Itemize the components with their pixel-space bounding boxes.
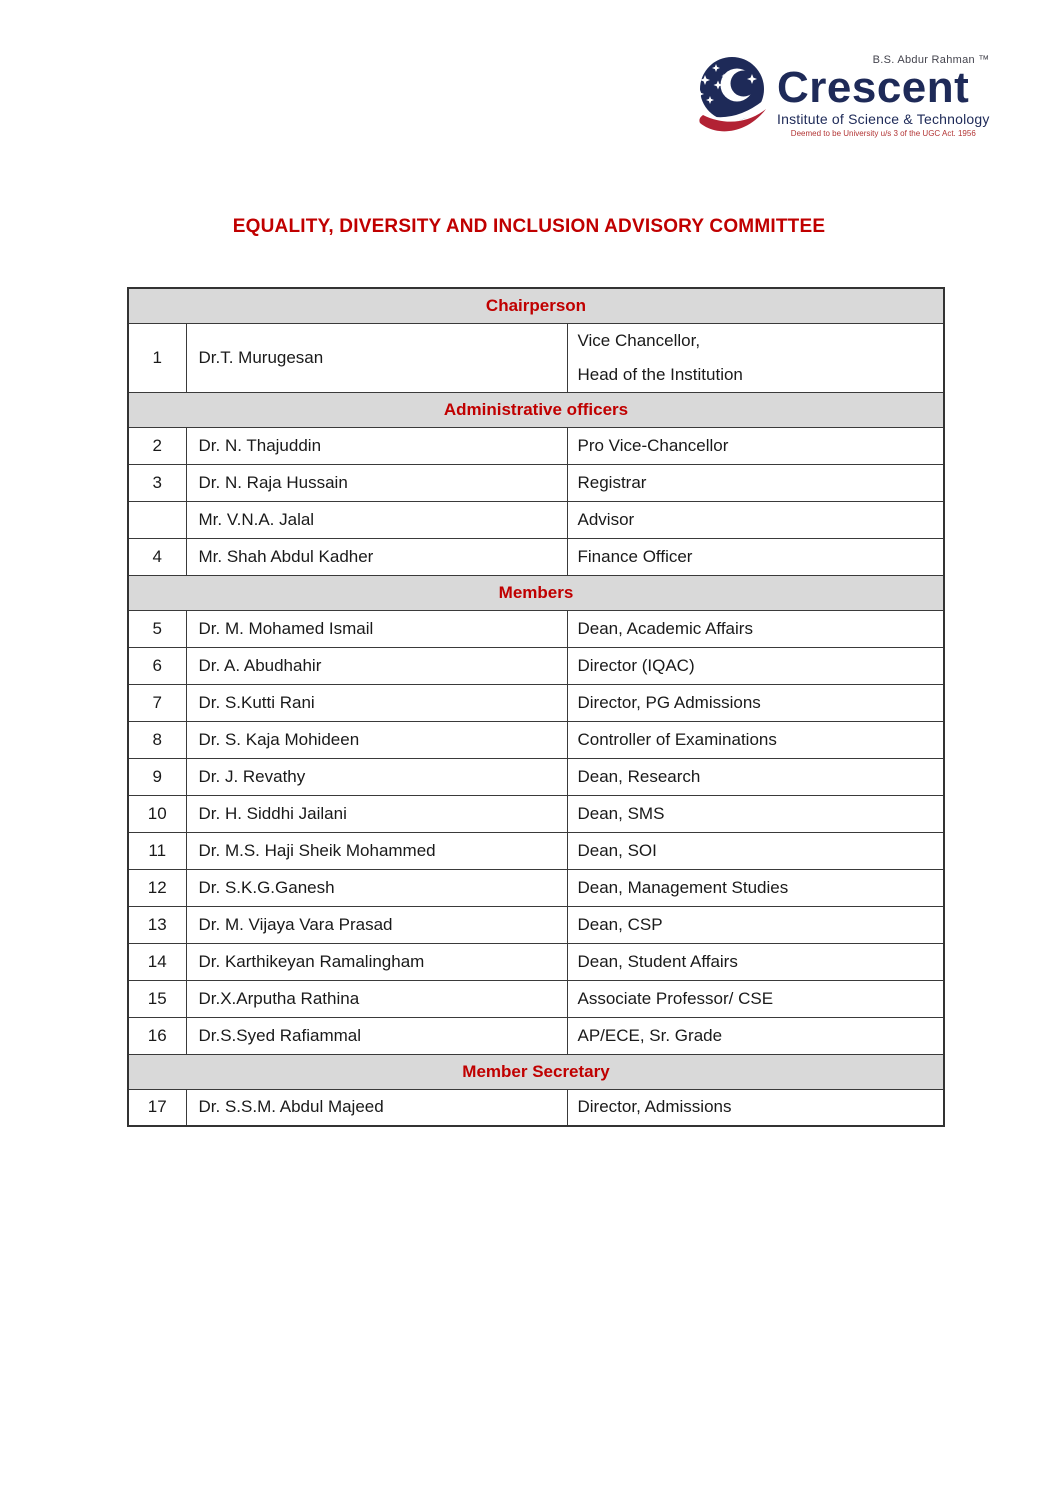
- table-row: [128, 1017, 944, 1054]
- row-number: 6: [128, 647, 186, 684]
- member-designation: [567, 869, 944, 906]
- designation-line: Dean, Management Studies: [577, 877, 789, 897]
- table-row: [128, 906, 944, 943]
- table-row: [128, 427, 944, 464]
- row-number: 8: [128, 721, 186, 758]
- section-header: Chairperson: [128, 288, 944, 323]
- table-row: [128, 832, 944, 869]
- member-designation: [567, 647, 944, 684]
- designation-line: Dean, SOI: [577, 840, 657, 860]
- designation-line: Dean, Academic Affairs: [577, 618, 753, 638]
- member-designation: [567, 832, 944, 869]
- committee-table-body: [128, 288, 944, 1126]
- table-row: [128, 501, 944, 538]
- designation-line: Director, PG Admissions: [577, 692, 761, 712]
- member-name: Dr. Karthikeyan Ramalingham: [186, 943, 567, 980]
- row-number: 16: [128, 1017, 186, 1054]
- table-row: [128, 1089, 944, 1126]
- member-name: Dr. A. Abudhahir: [186, 647, 567, 684]
- table-row: [128, 795, 944, 832]
- designation-line: Dean, SMS: [577, 803, 665, 823]
- member-name: Mr. V.N.A. Jalal: [186, 501, 567, 538]
- row-number: 2: [128, 427, 186, 464]
- logo-text-block: [777, 54, 990, 138]
- member-designation: [567, 610, 944, 647]
- designation-line: Dean, Research: [577, 766, 701, 786]
- member-designation: [567, 323, 944, 392]
- section-header: Members: [128, 575, 944, 610]
- member-name: Mr. Shah Abdul Kadher: [186, 538, 567, 575]
- member-designation: [567, 1017, 944, 1054]
- table-row: [128, 538, 944, 575]
- table-row: [128, 323, 944, 392]
- member-designation: [567, 943, 944, 980]
- crescent-logo: [691, 54, 990, 138]
- designation-line: Associate Professor/ CSE: [577, 988, 774, 1008]
- page-title: EQUALITY, DIVERSITY AND INCLUSION ADVISORY COMMITTEE: [232, 216, 826, 237]
- designation-line: Dean, CSP: [577, 914, 663, 934]
- table-row: [128, 869, 944, 906]
- member-designation: [567, 464, 944, 501]
- designation-line: Dean, Student Affairs: [577, 951, 738, 971]
- member-name: Dr. J. Revathy: [186, 758, 567, 795]
- row-number: 14: [128, 943, 186, 980]
- member-name: Dr. S.K.G.Ganesh: [186, 869, 567, 906]
- logo-tagline-text: Deemed to be University u/s 3 of the UGC Act. 1956: [790, 128, 976, 138]
- member-name: Dr. M. Vijaya Vara Prasad: [186, 906, 567, 943]
- member-designation: [567, 1089, 944, 1126]
- designation-line: Pro Vice-Chancellor: [577, 435, 729, 455]
- row-number: 4: [128, 538, 186, 575]
- member-designation: [567, 538, 944, 575]
- row-number: 12: [128, 869, 186, 906]
- row-number: 17: [128, 1089, 186, 1126]
- section-header: Administrative officers: [128, 392, 944, 427]
- member-designation: [567, 427, 944, 464]
- section-header: Member Secretary: [128, 1054, 944, 1089]
- designation-line: Advisor: [577, 509, 635, 529]
- section-row: [128, 288, 944, 323]
- crescent-emblem-icon: [691, 54, 775, 138]
- table-row: [128, 721, 944, 758]
- member-name: Dr. S.S.M. Abdul Majeed: [186, 1089, 567, 1126]
- table-row: [128, 758, 944, 795]
- member-designation: [567, 906, 944, 943]
- member-designation: [567, 980, 944, 1017]
- member-name: Dr. S. Kaja Mohideen: [186, 721, 567, 758]
- member-name: Dr.X.Arputha Rathina: [186, 980, 567, 1017]
- member-name: Dr. M. Mohamed Ismail: [186, 610, 567, 647]
- table-row: [128, 943, 944, 980]
- table-row: [128, 464, 944, 501]
- row-number: 15: [128, 980, 186, 1017]
- row-number: 3: [128, 464, 186, 501]
- row-number: 1: [128, 323, 186, 392]
- member-name: Dr.T. Murugesan: [186, 323, 567, 392]
- member-designation: [567, 795, 944, 832]
- designation-line: Registrar: [577, 472, 647, 492]
- logo-brand-text: Crescent: [777, 63, 970, 112]
- row-number: 7: [128, 684, 186, 721]
- member-designation: [567, 758, 944, 795]
- table-row: [128, 610, 944, 647]
- committee-table: [127, 287, 945, 1127]
- row-number: 9: [128, 758, 186, 795]
- designation-line: Head of the Institution: [577, 364, 743, 384]
- designation-line: Director, Admissions: [577, 1097, 732, 1117]
- row-number: 13: [128, 906, 186, 943]
- row-number: 11: [128, 832, 186, 869]
- member-name: Dr. N. Raja Hussain: [186, 464, 567, 501]
- member-designation: [567, 721, 944, 758]
- member-name: Dr. N. Thajuddin: [186, 427, 567, 464]
- member-name: Dr. S.Kutti Rani: [186, 684, 567, 721]
- designation-line: Finance Officer: [577, 546, 693, 566]
- table-row: [128, 684, 944, 721]
- logo-subtitle-text: Institute of Science & Technology: [777, 110, 990, 127]
- member-designation: [567, 684, 944, 721]
- section-row: [128, 1054, 944, 1089]
- member-name: Dr. M.S. Haji Sheik Mohammed: [186, 832, 567, 869]
- row-number: 10: [128, 795, 186, 832]
- table-row: [128, 980, 944, 1017]
- designation-line: Vice Chancellor,: [577, 330, 701, 350]
- member-designation: [567, 501, 944, 538]
- logo-trademark-text: B.S. Abdur Rahman ™: [872, 54, 990, 66]
- member-name: Dr.S.Syed Rafiammal: [186, 1017, 567, 1054]
- section-row: [128, 575, 944, 610]
- member-name: Dr. H. Siddhi Jailani: [186, 795, 567, 832]
- section-row: [128, 392, 944, 427]
- designation-line: Director (IQAC): [577, 655, 695, 675]
- row-number: [128, 501, 186, 538]
- designation-line: AP/ECE, Sr. Grade: [577, 1025, 723, 1045]
- table-row: [128, 647, 944, 684]
- row-number: 5: [128, 610, 186, 647]
- designation-line: Controller of Examinations: [577, 729, 777, 749]
